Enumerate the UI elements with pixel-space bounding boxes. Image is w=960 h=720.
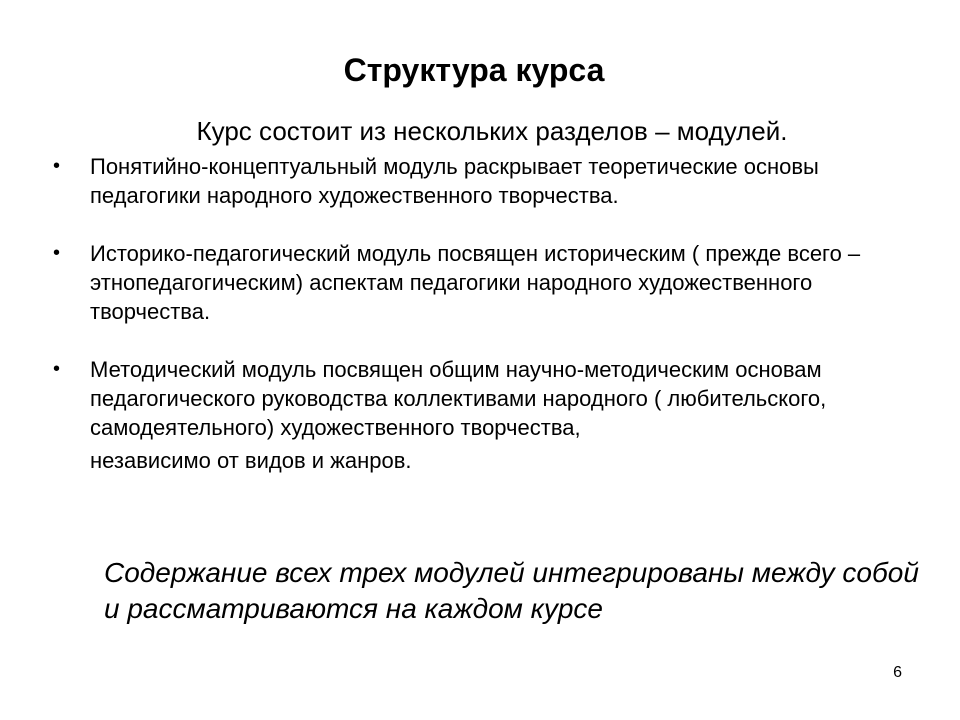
slide-title: Структура курса: [343, 52, 605, 88]
bullet-icon: •: [53, 242, 61, 264]
bullet-item-methodical-module: [40, 355, 920, 475]
bullet-text: Понятийно-концептуальный модуль раскрывает теоретические основы педагогики народного художественного творчества.: [90, 154, 819, 208]
conclusion-text: Содержание всех трех модулей интегрированы между собой и рассматриваются на каждом курсе: [104, 557, 919, 624]
page-number: 6: [893, 664, 902, 681]
bullet-item-conceptual-module: [40, 152, 920, 210]
module-list: [40, 152, 920, 475]
bullet-icon: •: [53, 358, 61, 380]
slide-subtitle: Курс состоит из нескольких разделов – модулей.: [196, 116, 788, 146]
bullet-text-continuation: независимо от видов и жанров.: [90, 448, 412, 473]
bullet-text: Методический модуль посвящен общим научно-методическим основам педагогического руководства коллективами народного ( любительского, самодеятельного) художественного творчества,: [90, 357, 827, 440]
bullet-icon: •: [53, 155, 61, 177]
bullet-item-historical-module: [40, 239, 920, 326]
bullet-text: Историко-педагогический модуль посвящен историческим ( прежде всего – этнопедагогическим) аспектам педагогики народного художественного творчества.: [90, 241, 861, 324]
